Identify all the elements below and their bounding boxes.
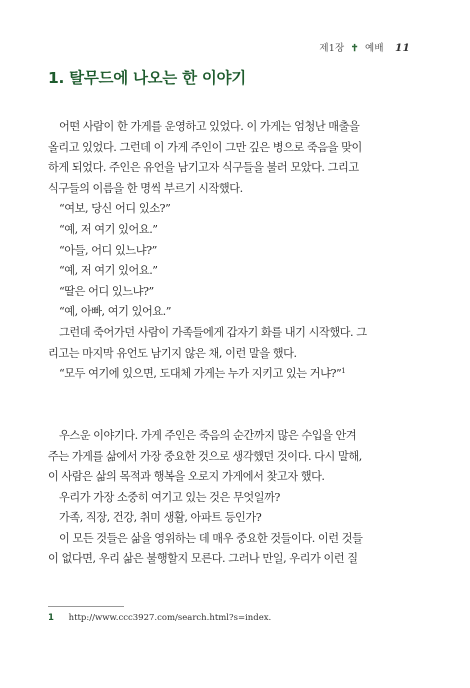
- paragraph-line: 우스운 이야기다. 가게 주인은 죽음의 순간까지 많은 수입을 안겨: [59, 428, 357, 442]
- paragraph-line: 어떤 사람이 한 가게를 운영하고 있었다. 이 가게는 엄청난 매출을: [59, 120, 360, 133]
- footnote-divider: [48, 606, 124, 607]
- paragraph-line: 이 모든 것들은 삶을 영위하는 데 매우 중요한 것들이다. 이런 것들: [59, 531, 363, 545]
- running-head-chapter: 제1장: [319, 43, 345, 54]
- running-head: [319, 40, 410, 54]
- footnote: [48, 613, 271, 623]
- footnote-number: 1: [48, 613, 54, 623]
- quote-line: [48, 364, 410, 385]
- question-line: 우리가 가장 소중히 여기고 있는 것은 무엇일까?: [59, 490, 280, 504]
- running-head-section: 예배: [364, 43, 384, 54]
- dialogue-line: “아들, 어디 있느냐?”: [59, 243, 157, 257]
- paragraph-line: 식구들의 이름을 한 명씩 부르기 시작했다.: [48, 181, 243, 195]
- paragraph-line: 하게 되었다. 주인은 유언을 남기고자 식구들을 불러 모았다. 그리고: [48, 161, 359, 175]
- dialogue-line: “예, 저 여기 있어요.”: [59, 222, 158, 236]
- section-heading: 1. 탈무드에 나오는 한 이야기: [48, 69, 246, 87]
- paragraph-line: 올리고 있었다. 그런데 이 가게 주인이 그만 깊은 병으로 죽음을 맞이: [48, 140, 362, 154]
- paragraph-line: 리고는 마지막 유언도 남기지 않은 채, 이런 말을 했다.: [48, 346, 297, 360]
- cross-icon: ✝: [350, 43, 359, 54]
- paragraph-line: 그런데 죽어가던 사람이 가족들에게 갑자기 화를 내기 시작했다. 그: [59, 325, 367, 339]
- footnote-ref[interactable]: 1: [341, 367, 346, 376]
- paragraph-line: 이 사람은 삶의 목적과 행복을 오로지 가게에서 찾고자 했다.: [48, 470, 325, 484]
- question-line: 가족, 직장, 건강, 취미 생활, 아파트 등인가?: [59, 511, 262, 525]
- dialogue-line: “딸은 어디 있느냐?”: [59, 284, 154, 298]
- dialogue-line: “예, 아빠, 여기 있어요.”: [59, 305, 172, 319]
- body-text: [48, 117, 410, 570]
- paragraph-gap: [48, 385, 410, 406]
- footnote-link[interactable]: http://www.ccc3927.com/search.html?s=index.: [68, 613, 272, 623]
- dialogue-line: “여보, 당신 어디 있소?”: [59, 202, 171, 216]
- paragraph-gap: [48, 405, 410, 426]
- page-number: 11: [394, 42, 410, 54]
- quote-text: “모두 여기에 있으면, 도대체 가게는 누가 지키고 있는 거냐?”: [59, 367, 342, 381]
- paragraph-line: 주는 가게를 삶에서 가장 중요한 것으로 생각했던 것이다. 다시 말해,: [48, 449, 362, 463]
- dialogue-line: “예, 저 여기 있어요.”: [59, 264, 158, 278]
- paragraph-line: 이 없다면, 우리 삶은 불행할지 모른다. 그러나 만일, 우리가 이런 질: [48, 552, 358, 566]
